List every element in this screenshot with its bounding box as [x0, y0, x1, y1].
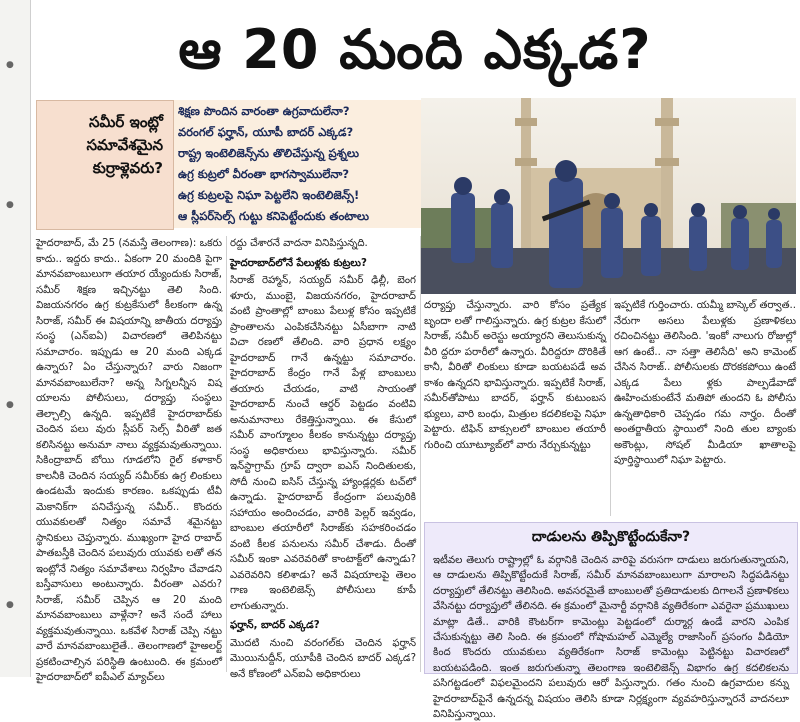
article-paragraph: సిరాజ్ రెహ్మాన్, సయ్యద్ సమీర్ ఢిల్లీ, బెంగ ళూరు, ముంబై, విజయనగరం, హైదరాబాద్ వంటి ప్రాంతాల్లో బాంబు పేలుళ్ల కోసం ఇప్పటికే ప్రాంతాలను ఎంపికచేసినట్టు ఏసీబాగా నాటి విచా రణలో తేలింది. వారి ప్రధాన లక్ష్యం హైదరాబాద్ గానే ఉన్నట్టు సమాచారం. హైదరాబాద్ కేంద్రం గానే పేళ్ల బాంబులు తయారు చేయడం, వాటి సాయంతో హైదరాబాద్ నుంచే ఆర్డర్ పెట్టడం వంటివి అనుమానాలు రేకెత్తిస్తున్నాయి. ఈ కేసులో సమీర్ వాంగ్మూలం కీలకం కానున్నట్టు దర్యాప్తు సంస్థ అధికారులు భావిస్తున్నారు. సమీర్ ఇన్‌స్టాగ్రామ్ గ్రూప్ ద్వారా ఐఎస్ నిందితులకు, సోదీ నుంచి ఐసిస్ చేస్తున్న హ్యాండ్లర్లకు టచ్‌లో ఉన్నాడు. హైదరాబాద్ కేంద్రంగా పలువురికి సహాయం అందించడం, వారికి పెల్లర్ ఇవ్వడం, బాంబుల తయారీలో సిరాజ్‌కు సహకరించడం వంటి కీలక పనులను సమీర్ చేశాడు. దీంతో సమీర్ ఇంకా ఎవరెవరితో కాంటాక్ట్‌లో ఉన్నాడు? ఎవరెవరిని కలిశాడు? అనే విషయాలపై తెలం గాణ ఇంటెలిజెన్స్ పోలీసులు కూపీ లాగుతున్నారు.	[230, 275, 416, 612]
bullet-item: ఉగ్ర కుట్రలపై నిఘా పెట్టలేని ఇంటెలిజెన్స్!	[178, 188, 360, 202]
subheadline-box	[36, 100, 174, 230]
section-subheading: హైదరాబాద్‌లోనే పేలుళ్లకు కుట్రలు?	[230, 257, 367, 269]
article-column-4	[614, 298, 796, 518]
margin-mark: ●	[6, 400, 14, 410]
subheadline: సమీర్ ఇంట్లో సమావేశమైన కుర్రాళ్లెవరు?	[86, 113, 163, 177]
article-paragraph: దర్యాప్తు చేస్తున్నారు. వారి కోసం ప్రత్యేక బృందా లతో గాలిస్తున్నారు. ఉగ్ర కుట్రల కేసులో సిరాజ్, సమీర్ అరెస్టు అయ్యారని తెలుసుకున్న వీరి ద్దరూ పరారీలో ఉన్నారు. వీరిద్దరూ దొరికితే కానీ, వీరితో లింకులు కూడా బయటపడే అవ కాశం ఉన్నదని భావిస్తున్నారు. ఇప్పటికే సిరాజ్, సమీర్‌తోపాటు బాదర్, ఫర్హాన్ కుటుంబస భ్యులు, వారి బంధు, మిత్రుల కదలికలపై నిఘా పెట్టారు. టిఫిన్ బాక్సులలో బాంబుల తయారీ గురించి యూట్యూబ్‌లో వారు నేర్చుకున్నట్టు	[424, 300, 606, 451]
bullet-item: రాష్ట్ర ఇంటెలిజెన్స్‌ను తొలిచేస్తున్న ప్రశ్నలు	[178, 146, 360, 160]
article-paragraph: రద్దు చేశారనే వాదనా వినిపిస్తున్నది.	[230, 238, 368, 249]
article-paragraph: హైదరాబాద్, మే 25 (నమస్తే తెలంగాణ): ఒకరు కాదు.. ఇద్దరు కాదు.. ఏకంగా 20 మందికి పైగా మానవబాంబులుగా తయార య్యేందుకు సిరాజ్, సమీర్ శిక్షణ ఇచ్చినట్టు తెలి సింది. విజయనగరం ఉగ్ర కుట్రకేసులో కీలకంగా ఉన్న సిరాజ్, సమీర్ ఈ విషయాన్ని జాతీయ దర్యాప్తు సంస్థ (ఎన్ఐఏ) విచారణలో తెలిపినట్టు సమాచారం. ఇప్పుడు ఆ 20 మంది ఎక్కడ ఉన్నారు? ఏం చేస్తున్నారు? వారు నిజంగా మానవబాంబులేనా? అన్న సిగ్నలన్నీస విష యాలను పోలీసులు, దర్యాప్తు సంస్థలు తెల్చాల్సి ఉన్నది. ఇప్పటికే హైదరాబాద్‌కు చెందిన పలు వురు స్లీపర్ సెల్స్ వీరితో జత కలిసినట్టు అనుమా నాలు వ్యక్తమవుతున్నాయి. సికింద్రాబాద్ బోయి గూడలోని రైల్ కళాకార్ కాలనీకి చెందిన సయ్యద్ సమీర్‌కు ఉగ్ర లింకులు ఉండటమే ఇందుకు కారణం. ఒకప్పుడు టీవీ మెకానిక్‌గా పనిచేస్తున్న సమీర్.. కొందరు యువకులతో నిత్యం సమావే శమైనట్టు స్థానికులు చెప్తున్నారు. ముఖ్యంగా హైద రాబాద్ పాతబస్తీకి చెందిన పలువురు యువకు లతో తన ఇంట్లోనే నిత్యం సమావేశాలు నిర్వహిం చేవాడని బస్తీవాసులు అంటున్నారు. వీరంతా ఎవరు? సిరాజ్, సమీర్ చెప్పిన ఆ 20 మంది మానవబాంబులు వాళ్లేనా? అనే సందే హాలు వ్యక్తమవుతున్నాయి. ఒకవేళ సిరాజ్ చెప్పి నట్టు వారే మానవబాంబులైతే.. తెలంగాణలో హైఅలర్ట్ ప్రకటించాల్సిన పరిస్థితి ఉంటుంది. ఈ క్రమంలో హైదరాబాద్‌లో ఐపీఎల్ మ్యాచ్‌లు	[36, 238, 222, 683]
margin-mark: ●	[6, 600, 14, 610]
margin-mark: ●	[6, 200, 14, 210]
section-subheading: ఫర్హాన్, బాదర్ ఎక్కడ?	[230, 620, 320, 631]
article-paragraph: ఇప్పటికే గుర్తించారు. యమ్మీ బాస్కెల్ తర్వాత.. నేరుగా అసలు పేలుళ్లకు ప్రణాళికలు రచించినట్టు తెలిసింది. 'ఇంకో నాలుగు రోజుల్లో ఆగ ఉంటే.. నా సత్తా తెలిసేది' అని కామెంట్ చేసిన సిరాజ్.. పోలీసులకు దొరకకపోయి ఉంటే ఎక్కడ పేలు ళ్లకు పాల్పడేవాడో ఊహించుకుంటేనే మతిపో తుందని ఓ పోలీసు ఉన్నతాధికారి చెప్పడం గమ నార్హం. దీంతో అంతర్జాతీయ స్థాయిలో నింది తుల బ్యాంకు అకౌంట్లు, సోషల్ మీడియా ఖాతాలపై పూర్తిస్థాయిలో నిఘా పెట్టారు.	[614, 300, 796, 466]
left-margin-strip	[0, 0, 31, 677]
column-divider	[420, 236, 421, 672]
sidebar-box-text: ఇటీవల తెలుగు రాష్ట్రాల్లో ఓ వర్గానికి చెందిన వారిపై వరుసగా దాడులు జరుగుతున్నాయని, ఆ దాడులను తిప్పికొట్టేందుకే సిరాజ్, సమీర్ మానవబాంబులుగా మారాలని సిద్ధపడినట్టు దర్యాప్తులో తేలినట్టు తెలిసింది. అవసరమైతే బాంబులతో ప్రతిదాడులకు దిగాలనే ప్రణాళికలు వేసినట్టు దర్యాప్తులో తేలినది. ఈ క్రమంలో మైనార్టీ వర్గానికి వ్యతిరేకంగా ఎవరైనా ప్రముఖులు మాట్లా డితే.. వారికి కౌంటర్‌గా కామెంట్లు పెట్టడంలో దుర్మార్గ ఉండే వారని ఎంపిక చేసుకున్నట్టు తెలి సింది. ఈ క్రమంలో గోషామహల్ ఎమ్మెల్యే రాజాసింగ్ ప్రసంగం వీడియో కింద కొందరు యువకులు వ్యతిరేకంగా సిరాజ్ కామెంట్లు పెట్టినట్టు విచారణలో బయటపడింది. ఇంత జరుగుతున్నా తెలంగాణ ఇంటెలిజెన్స్ విభాగం ఉగ్ర కదలికలను పసిగట్టడంలో విఫలమైందని పలువురు ఆరో పిస్తున్నారు. గతం నుంచి ఉగ్రవాదుల కన్ను హైదరాబాద్‌పైనే ఉన్నదన్న విషయం తెలిసి కూడా నిర్లక్ష్యంగా వ్యవహరిస్తున్నారనే వాదనలూ వినిపిస్తున్నాయి.	[433, 555, 789, 721]
margin-mark: ●	[6, 60, 14, 70]
news-photo-illustration	[421, 98, 796, 294]
bullet-item: ఆ స్లీపర్‌సెల్స్ గుట్టు కనిపెట్టేందుకు తంటాలు	[178, 209, 369, 223]
article-column-3	[424, 298, 606, 518]
article-column-2	[230, 236, 416, 680]
bullet-item: ఉగ్ర కుట్రలో వీరంతా భాగస్వాములేనా?	[178, 167, 350, 181]
sidebar-box-title: దాడులను తిప్పికొట్టేందుకేనా?	[531, 529, 691, 545]
article-paragraph: మొదటి నుంచి వరంగల్‌కు చెందిన ఫర్హాన్ మొయినుద్దీన్, యూపీకి చెందిన బాదర్ ఎక్కడ? అనే కోణంలో ఎన్ఐఏ అధికారులు	[230, 637, 416, 680]
news-photo	[421, 98, 796, 294]
bullet-list	[173, 100, 422, 228]
column-divider	[610, 298, 611, 516]
article-column-1	[36, 236, 222, 683]
column-divider	[226, 236, 227, 672]
bullet-item: శిక్షణ పొందిన వారంతా ఉగ్రవాదులేనా?	[178, 104, 350, 118]
sidebar-box	[424, 522, 798, 721]
headline: ఆ 20 మంది ఎక్కడ?	[178, 18, 652, 81]
bullet-item: వరంగల్ ఫర్హాన్, యూపీ బాదర్ ఎక్కడ?	[178, 125, 354, 139]
